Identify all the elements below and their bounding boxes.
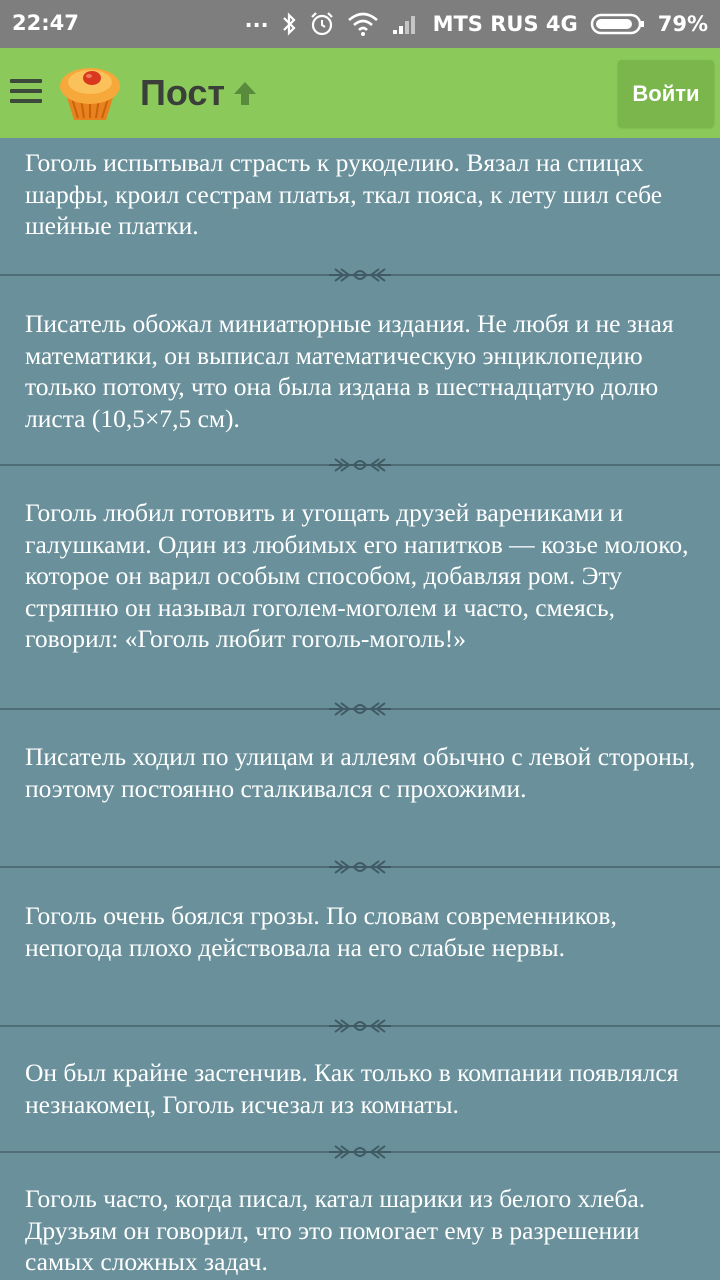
ornament-divider: [0, 455, 720, 475]
battery-percent: 79%: [657, 12, 708, 36]
status-time: 22:47: [12, 11, 79, 35]
ornament-divider: [0, 1016, 720, 1036]
ornament-divider: [0, 265, 720, 285]
app-bar: [0, 48, 720, 138]
fact-text: Гоголь часто, когда писал, катал шарики из белого хлеба. Друзьям он говорил, что это помогает ему в разрешении самых сложных задач.: [25, 1184, 646, 1276]
login-button[interactable]: Войти: [618, 60, 714, 127]
battery-icon: [590, 12, 646, 36]
page-title: Пост: [140, 72, 226, 113]
ornament-divider: [0, 699, 720, 719]
ornament-divider: [0, 857, 720, 877]
status-dots: ...: [244, 8, 269, 32]
alarm-icon: [309, 11, 335, 37]
arrow-up-icon[interactable]: [230, 78, 260, 108]
fact-text: Писатель ходил по улицам и аллеям обычно с левой стороны, поэтому постоянно сталкивался с прохожими.: [25, 742, 696, 803]
ornament-divider: [0, 1142, 720, 1162]
wifi-icon: [347, 12, 379, 36]
fact-text: Гоголь очень боялся грозы. По словам современников, непогода плохо действовала на его слабые нервы.: [25, 901, 617, 962]
post-content: [0, 138, 720, 1280]
status-right: [245, 0, 708, 48]
fact-text: Он был крайне застенчив. Как только в компании появлялся незнакомец, Гоголь исчезал из комнаты.: [25, 1058, 679, 1119]
signal-icon: [391, 12, 421, 36]
cupcake-logo-icon[interactable]: [56, 62, 124, 124]
fact-text: Писатель обожал миниатюрные издания. Не любя и не зная математики, он выписал математическую энциклопедию только потому, что она была издана в шестнадцатую долю листа (10,5×7,5 см).: [25, 309, 674, 433]
fact-text: Гоголь любил готовить и угощать друзей варениками и галушками. Один из любимых его напитков — козье молоко, которое он варил особым способом, добавляя ром. Эту стряпню он называл гоголем-моголем и часто, смеясь, говорил: «Гоголь любит гоголь-моголь!»: [25, 498, 689, 653]
fact-text: Гоголь испытывал страсть к рукоделию. Вязал на спицах шарфы, кроил сестрам платья, ткал пояса, к лету шил себе шейные платки.: [25, 148, 663, 240]
status-carrier: MTS RUS 4G: [432, 12, 578, 36]
hamburger-menu-icon[interactable]: [10, 79, 42, 107]
bluetooth-icon: [281, 12, 297, 36]
status-bar: [0, 0, 720, 48]
